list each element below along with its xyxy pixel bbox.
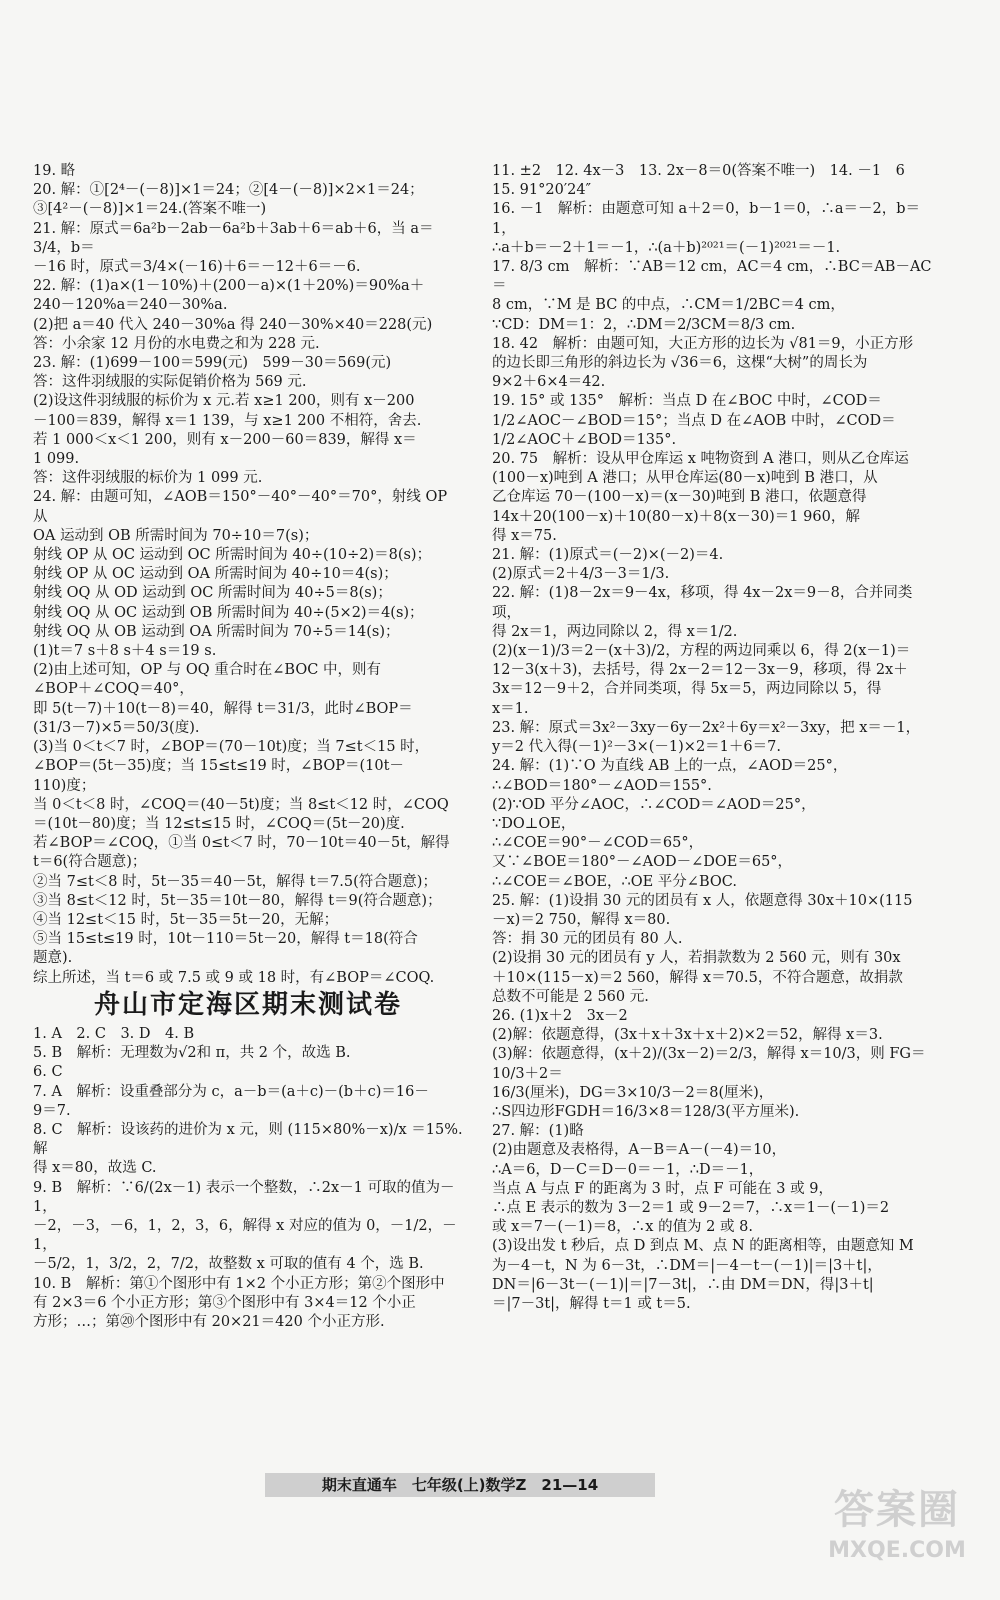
text-line: 14x＋20(100－x)＋10(80－x)＋8(x－30)＝1 960，解 bbox=[492, 508, 860, 525]
text-line: 若 1 000＜x＜1 200，则有 x－200－60＝839，解得 x＝ bbox=[33, 431, 417, 448]
text-line: －100＝839，解得 x＝1 139，与 x≥1 200 不相符，舍去. bbox=[33, 412, 422, 429]
text-line: 射线 OQ 从 OB 运动到 OA 所需时间为 70÷5＝14(s)； bbox=[33, 623, 400, 640]
text-line: (3)当 0＜t＜7 时，∠BOP＝(70－10t)度；当 7≤t＜15 时， bbox=[33, 739, 430, 756]
text-line: ③[4²－(－8)]×1＝24.(答案不唯一) bbox=[33, 201, 267, 218]
text-line: DN＝|6－3t－(－1)|＝|7－3t|，∴由 DM＝DN，得|3＋t| bbox=[492, 1276, 874, 1293]
text-line: ∵DO⊥OE， bbox=[492, 815, 576, 832]
text-line: (100－x)吨到 A 港口；从甲仓库运(80－x)吨到 B 港口，从 bbox=[492, 470, 878, 487]
text-line: －2，－3，－6，1，2，3，6，解得 x 对应的值为 0，－1/2，－1， bbox=[33, 1217, 457, 1254]
text-line: 得 x＝75. bbox=[492, 527, 557, 544]
text-line: ∴S四边形FGDH＝16/3×8＝128/3(平方厘米). bbox=[492, 1103, 800, 1120]
text-line: 9×2＋6×4＝42. bbox=[492, 374, 606, 391]
text-line: ⑤当 15≤t≤19 时，10t－110＝5t－20，解得 t＝18(符合 bbox=[33, 931, 418, 948]
text-line: (31/3－7)×5＝50/3(度). bbox=[33, 719, 200, 736]
text-line: 乙仓库运 70－(100－x)＝(x－30)吨到 B 港口，依题意得 bbox=[492, 489, 867, 506]
text-line: 27. 解：(1)略 bbox=[492, 1123, 584, 1140]
text-line: 22. 解：(1)a×(1－10%)＋(200－a)×(1＋20%)＝90%a＋ bbox=[33, 278, 425, 295]
text-line: x＝1. bbox=[492, 700, 529, 717]
text-line: (1)t＝7 s＋8 s＋4 s＝19 s. bbox=[33, 643, 217, 660]
text-line: 1/2∠AOC－∠BOD＝15°；当点 D 在∠AOB 中时，∠COD＝ bbox=[492, 412, 896, 429]
text-line: ＝|7－3t|，解得 t＝1 或 t＝5. bbox=[492, 1295, 691, 1312]
text-line: 的边长即三角形的斜边长为 √36＝6，这棵“大树”的周长为 bbox=[492, 355, 868, 372]
section-title: 舟山市定海区期末测试卷 bbox=[93, 989, 402, 1020]
text-line: 当 0＜t＜8 时，∠COQ＝(40－5t)度；当 8≤t＜12 时，∠COQ bbox=[33, 796, 449, 813]
text-line: 9. B 解析：∵6/(2x－1) 表示一个整数，∴2x－1 可取的值为－1， bbox=[33, 1179, 455, 1215]
text-line: 17. 8/3 cm 解析：∵AB＝12 cm，AC＝4 cm，∴BC＝AB－AC＝ bbox=[492, 259, 932, 295]
watermark-main: 答案圈 bbox=[834, 1487, 960, 1533]
text-line: ∴点 E 表示的数为 3－2＝1 或 9－2＝7，∴x＝1－(－1)＝2 bbox=[492, 1199, 890, 1216]
text-line: 射线 OP 从 OC 运动到 OC 所需时间为 40÷(10÷2)＝8(s)； bbox=[33, 547, 432, 564]
text-line: 8 cm，∵M 是 BC 的中点，∴CM＝1/2BC＝4 cm， bbox=[492, 297, 845, 314]
text-line: 答：这件羽绒服的标价为 1 099 元. bbox=[33, 470, 263, 487]
text-line: 答：这件羽绒服的实际促销价格为 569 元. bbox=[33, 374, 307, 391]
text-line: (2)解：依题意得，(3x＋x＋3x＋x＋2)×2＝52，解得 x＝3. bbox=[492, 1027, 883, 1044]
text-line: 25. 解：(1)设捐 30 元的团员有 x 人，依题意得 30x＋10×(115 bbox=[492, 892, 913, 909]
text-line: 240－120%a＝240－30%a. bbox=[33, 297, 228, 314]
text-line: 23. 解：原式＝3x²－3xy－6y－2x²＋6y＝x²－3xy，把 x＝－1， bbox=[492, 719, 921, 736]
text-line: ∴a＋b＝－2＋1＝－1，∴(a＋b)²⁰²¹＝(－1)²⁰²¹＝－1. bbox=[492, 239, 841, 256]
text-line: (3)设出发 t 秒后，点 D 到点 M、点 N 的距离相等，由题意知 M bbox=[492, 1238, 914, 1255]
text-line: 11. ±2 12. 4x－3 13. 2x－8＝0(答案不唯一) 14. －1 6 bbox=[492, 163, 905, 179]
text-line: ④当 12≤t＜15 时，5t－35＝5t－20，无解； bbox=[33, 911, 339, 928]
right-column bbox=[492, 162, 932, 1314]
text-line: 20. 解：①[2⁴－(－8)]×1＝24；②[4－(－8)]×2×1＝24； bbox=[33, 182, 424, 199]
text-line: ∴∠COE＝∠BOE，∴OE 平分∠BOC. bbox=[492, 873, 737, 890]
text-line: 9＝7. bbox=[33, 1102, 71, 1119]
text-line: －x)＝2 750，解得 x＝80. bbox=[492, 911, 671, 928]
text-line: 110)度； bbox=[33, 777, 96, 794]
text-line: 题意). bbox=[33, 950, 73, 967]
text-line: 方形；…；第⑳个图形中有 20×21＝420 个小正方形. bbox=[33, 1313, 385, 1330]
text-line: ∵CD：DM＝1：2，∴DM＝2/3CM＝8/3 cm. bbox=[492, 316, 796, 333]
text-line: 又∵∠BOE＝180°－∠AOD－∠DOE＝65°， bbox=[492, 854, 793, 871]
text-line: 射线 OQ 从 OD 运动到 OC 所需时间为 40÷5＝8(s)； bbox=[33, 585, 392, 602]
text-line: 19. 15° 或 135° 解析：当点 D 在∠BOC 中时，∠COD＝ bbox=[492, 393, 882, 410]
text-line: 10. B 解析：第①个图形中有 1×2 个小正方形；第②个图形中 bbox=[33, 1275, 445, 1292]
text-line: 21. 解：原式＝6a²b－2ab－6a²b＋3ab＋6＝ab＋6，当 a＝3/4，b＝ bbox=[33, 220, 434, 256]
text-line: ∴∠BOD＝180°－∠AOD＝155°. bbox=[492, 777, 712, 794]
text-line: 24. 解：(1)∵O 为直线 AB 上的一点，∠AOD＝25°， bbox=[492, 758, 848, 775]
text-line: ②当 7≤t＜8 时，5t－35＝40－5t，解得 t＝7.5(符合题意)； bbox=[33, 873, 437, 890]
text-line: y＝2 代入得(－1)²－3×(－1)×2＝1＋6＝7. bbox=[492, 739, 781, 756]
text-line: 即 5(t－7)＋10(t－8)＝40，解得 t＝31/3，此时∠BOP＝ bbox=[33, 700, 413, 717]
text-line: 答：小余家 12 月份的水电费之和为 228 元. bbox=[33, 335, 320, 352]
text-line: OA 运动到 OB 所需时间为 70÷10＝7(s)； bbox=[33, 527, 319, 544]
text-line: 26. (1)x＋2 3x－2 bbox=[492, 1007, 628, 1024]
text-line: 为－4－t，N 为 6－3t，∴DM＝|－4－t－(－1)|＝|3＋t|， bbox=[492, 1257, 882, 1274]
text-line: 8. C 解析：设该药的进价为 x 元，则 (115×80%－x)/x ＝15%. 解 bbox=[33, 1121, 468, 1158]
text-line: 6. C bbox=[33, 1064, 63, 1081]
text-line: 22. 解：(1)8－2x＝9－4x，移项，得 4x－2x＝9－8，合并同类项， bbox=[492, 585, 913, 621]
text-line: 24. 解：由题可知，∠AOB＝150°－40°－40°＝70°，射线 OP 从 bbox=[33, 489, 452, 525]
text-line: (2)设捐 30 元的团员有 y 人，若捐款数为 2 560 元，则有 30x bbox=[492, 950, 901, 967]
text-line: 当点 A 与点 F 的距离为 3 时，点 F 可能在 3 或 9， bbox=[492, 1180, 833, 1197]
text-line: 23. 解：(1)699－100＝599(元) 599－30＝569(元) bbox=[33, 355, 392, 372]
text-line: 7. A 解析：设重叠部分为 c，a－b＝(a＋c)－(b＋c)＝16－ bbox=[33, 1083, 429, 1100]
text-line: (2)∵OD 平分∠AOC，∴∠COD＝∠AOD＝25°， bbox=[492, 796, 816, 813]
text-line: 19. 略 bbox=[33, 163, 76, 179]
text-line: 1/2∠AOC＋∠BOD＝135°. bbox=[492, 431, 677, 448]
text-line: 16. －1 解析：由题意可知 a＋2＝0，b－1＝0，∴a＝－2，b＝1， bbox=[492, 201, 920, 237]
text-line: 20. 75 解析：设从甲仓库运 x 吨物资到 A 港口，则从乙仓库运 bbox=[492, 451, 909, 468]
text-line: 综上所述，当 t＝6 或 7.5 或 9 或 18 时，有∠BOP＝∠COQ. bbox=[33, 969, 435, 986]
text-line: ∠BOP＋∠COQ＝40°， bbox=[33, 681, 194, 698]
watermark-logo bbox=[812, 1482, 982, 1582]
text-line: 答：捐 30 元的团员有 80 人. bbox=[492, 931, 683, 948]
text-line: 16/3(厘米)，DG＝3×10/3－2＝8(厘米)， bbox=[492, 1084, 774, 1101]
text-line: 1. A 2. C 3. D 4. B bbox=[33, 1025, 195, 1042]
text-line: 15. 91°20′24″ bbox=[492, 182, 591, 199]
text-line: ③当 8≤t＜12 时，5t－35＝10t－80，解得 t＝9(符合题意)； bbox=[33, 892, 442, 909]
text-line: 18. 42 解析：由题可知，大正方形的边长为 √81＝9，小正方形 bbox=[492, 335, 914, 352]
text-line: 1 099. bbox=[33, 451, 80, 468]
text-line: 3x＝12－9＋2，合并同类项，得 5x＝5，两边同除以 5，得 bbox=[492, 681, 882, 698]
left-column bbox=[33, 162, 468, 1332]
text-line: (3)解：依题意得，(x＋2)/(3x－2)＝2/3，解得 x＝10/3，则 FG＝10/3＋2＝ bbox=[492, 1046, 926, 1082]
text-line: 或 x＝7－(－1)＝8，∴x 的值为 2 或 8. bbox=[492, 1219, 753, 1236]
text-line: 21. 解：(1)原式＝(－2)×(－2)＝4. bbox=[492, 547, 724, 564]
text-line: 12－3(x＋3)，去括号，得 2x－2＝12－3x－9，移项，得 2x＋ bbox=[492, 662, 908, 679]
page-footer: 期末直通车 七年级(上)数学Z 21—14 bbox=[265, 1473, 655, 1497]
text-line: t＝6(符合题意)； bbox=[33, 854, 147, 871]
text-line: ∴A＝6，D－C＝D－0＝－1，∴D＝－1， bbox=[492, 1161, 764, 1178]
text-line: ∠BOP＝(5t－35)度；当 15≤t≤19 时，∠BOP＝(10t－ bbox=[33, 758, 404, 775]
text-line: 射线 OQ 从 OC 运动到 OB 所需时间为 40÷(5×2)＝4(s)； bbox=[33, 604, 424, 621]
text-line: 有 2×3＝6 个小正方形；第③个图形中有 3×4＝12 个小正 bbox=[33, 1294, 416, 1311]
text-line: 射线 OP 从 OC 运动到 OA 所需时间为 40÷10＝4(s)； bbox=[33, 566, 398, 583]
text-line: (2)由题意及表格得，A－B＝A－(－4)＝10， bbox=[492, 1142, 787, 1159]
text-line: (2)把 a＝40 代入 240－30%a 得 240－30%×40＝228(元) bbox=[33, 316, 433, 333]
text-line: ＝(10t－80)度；当 12≤t≤15 时，∠COQ＝(5t－20)度. bbox=[33, 815, 405, 832]
text-line: (2)设这件羽绒服的标价为 x 元.若 x≥1 200，则有 x－200 bbox=[33, 393, 415, 410]
text-line: ∴∠COE＝90°－∠COD＝65°， bbox=[492, 835, 704, 852]
text-line: 5. B 解析：无理数为√2和 π，共 2 个，故选 B. bbox=[33, 1045, 351, 1062]
watermark-sub: MXQE.COM bbox=[828, 1538, 966, 1563]
text-line: 总数不可能是 2 560 元. bbox=[492, 988, 649, 1005]
text-line: (2)原式＝2＋4/3－3＝1/3. bbox=[492, 566, 670, 583]
text-line: －5/2，1，3/2，2，7/2，故整数 x 可取的值有 4 个，选 B. bbox=[33, 1256, 424, 1273]
text-line: (2)(x－1)/3＝2－(x＋3)/2，方程的两边同乘以 6，得 2(x－1)＝ bbox=[492, 643, 911, 660]
text-line: (2)由上述可知，OP 与 OQ 重合时在∠BOC 中，则有 bbox=[33, 662, 381, 679]
text-line: ＋10×(115－x)＝2 560，解得 x＝70.5，不符合题意，故捐款 bbox=[492, 969, 903, 986]
text-line: －16 时，原式＝3/4×(－16)＋6＝－12＋6＝－6. bbox=[33, 259, 361, 276]
text-line: 得 x＝80，故选 C. bbox=[33, 1160, 157, 1177]
text-line: 得 2x＝1，两边同除以 2，得 x＝1/2. bbox=[492, 623, 738, 640]
text-line: 若∠BOP＝∠COQ，①当 0≤t＜7 时，70－10t＝40－5t，解得 bbox=[33, 835, 450, 852]
